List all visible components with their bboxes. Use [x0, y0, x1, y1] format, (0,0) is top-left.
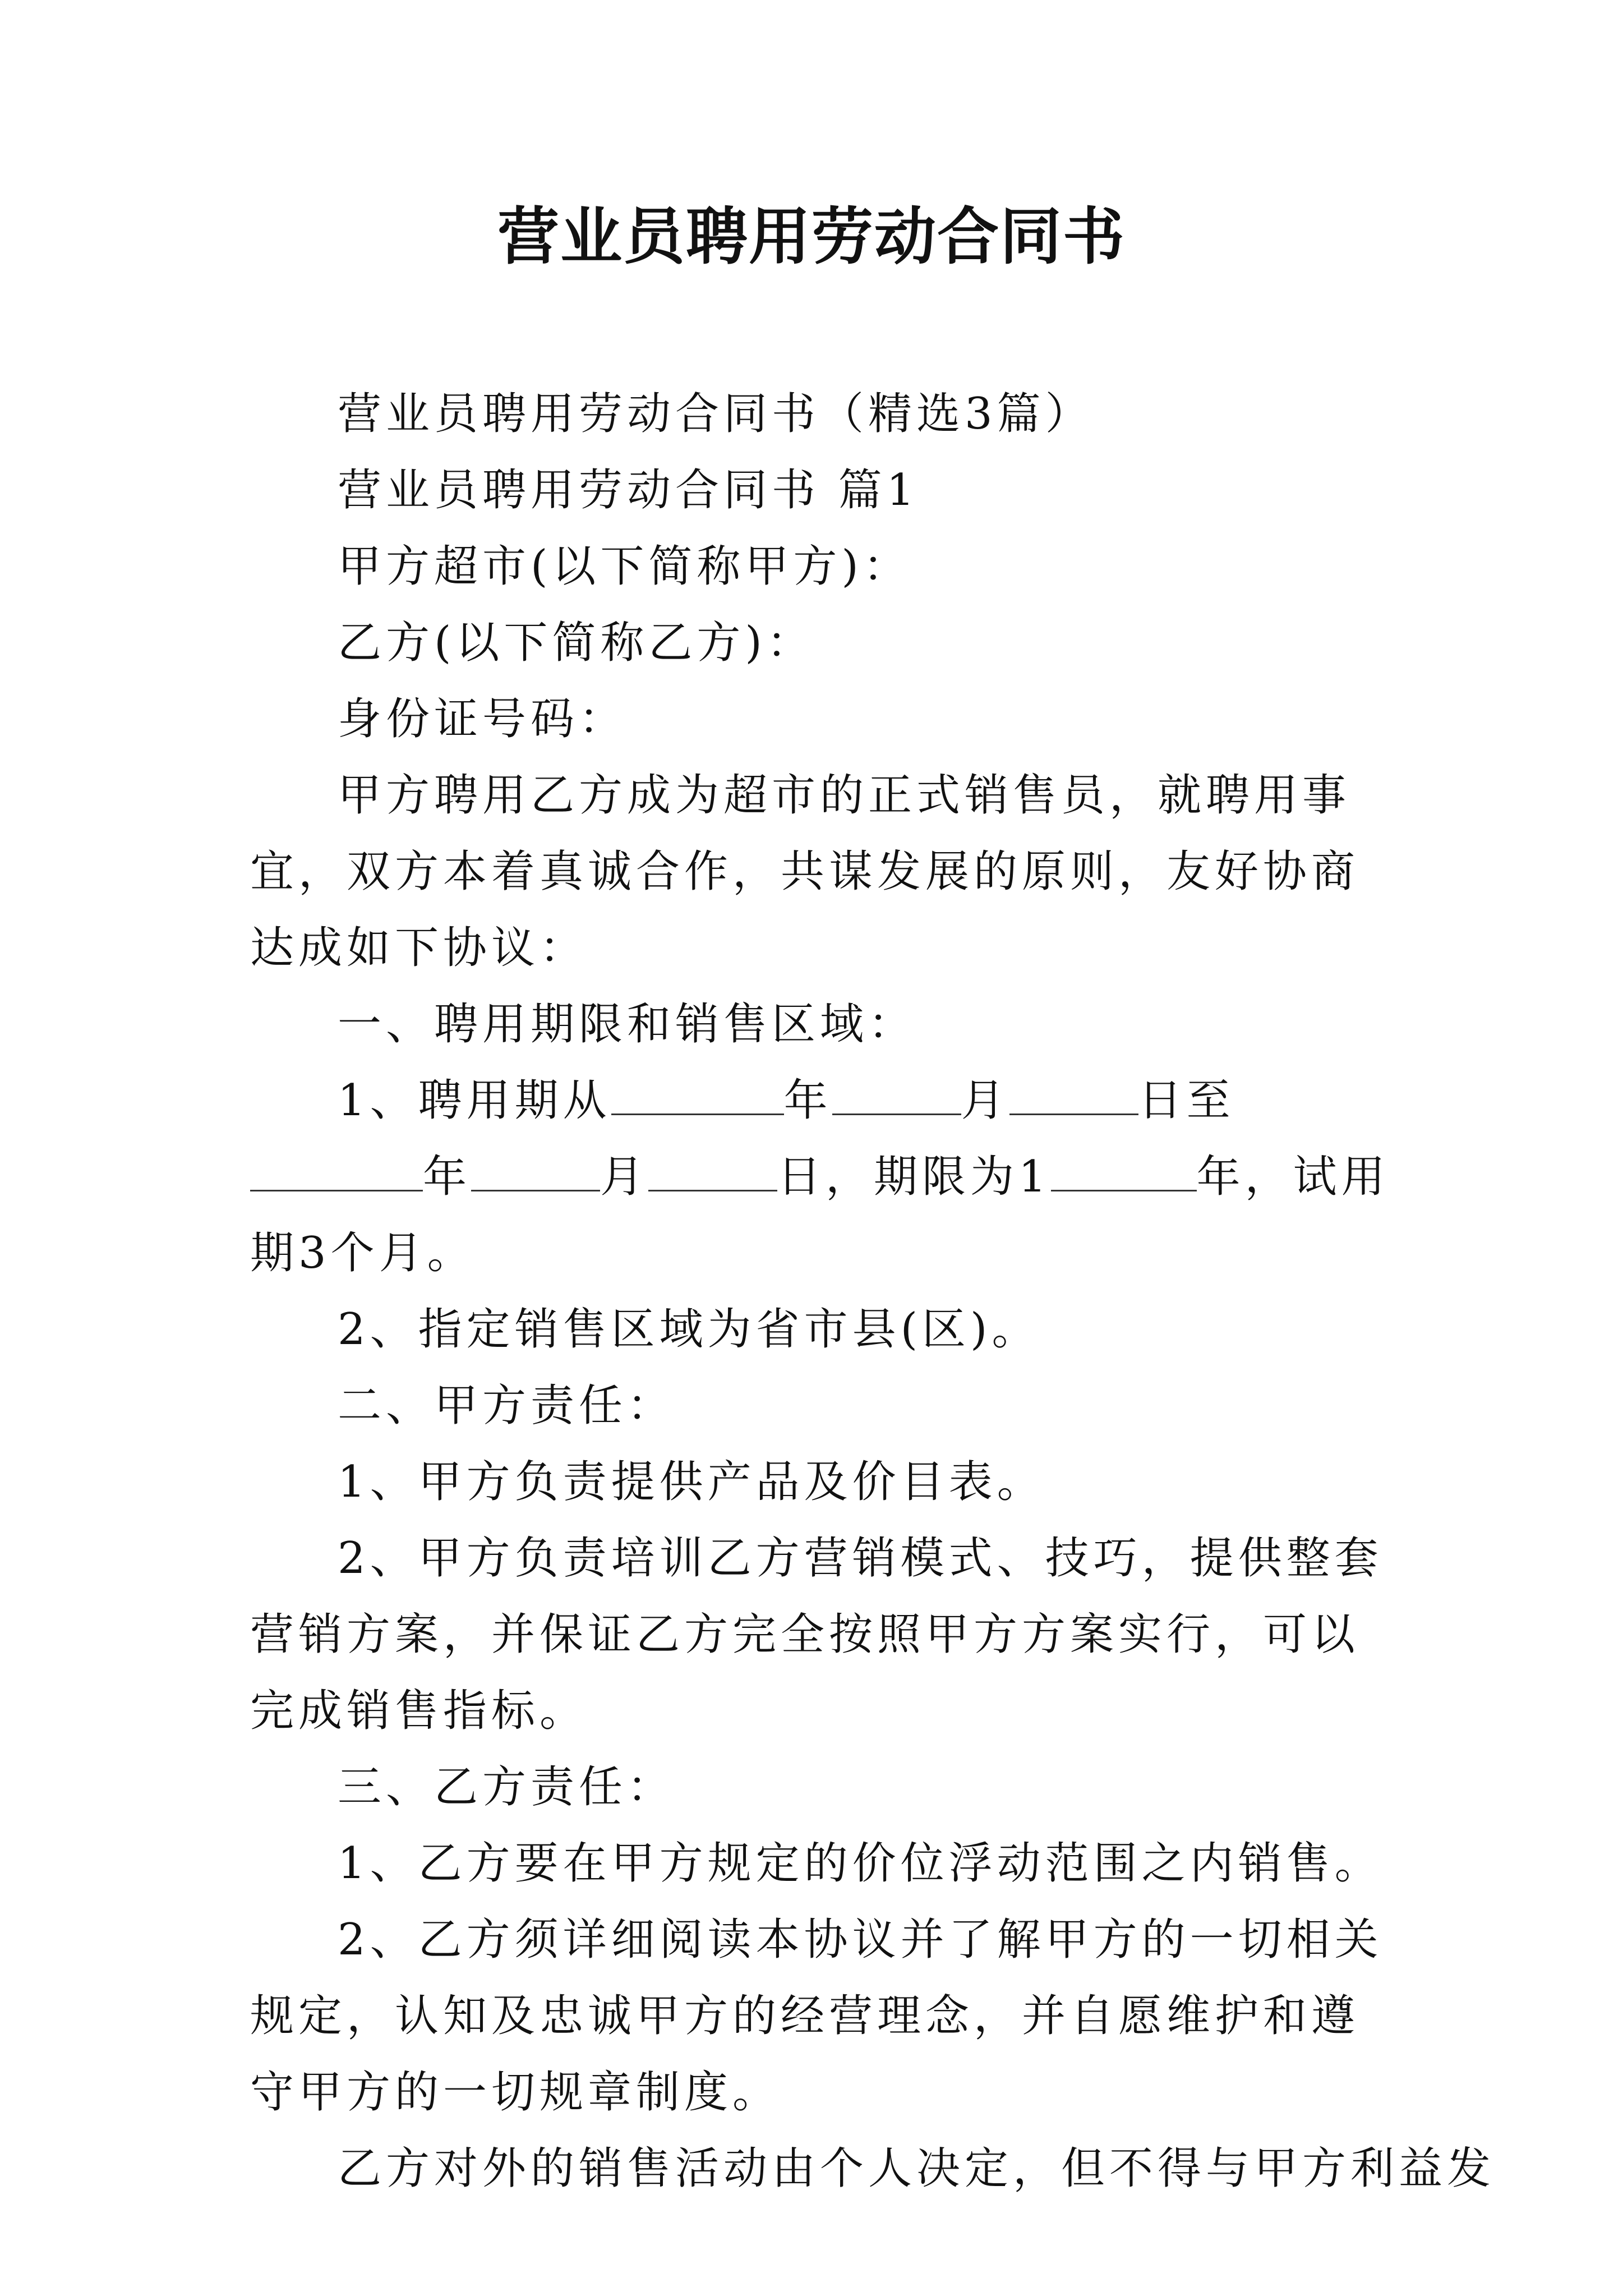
term-text-duration: 日，期限为1 [777, 1152, 1051, 1202]
paragraph-id-number: 身份证号码： [338, 694, 628, 744]
paragraph-collection-heading: 营业员聘用劳动合同书（精选3篇） [338, 389, 1094, 439]
blank-start-day [1009, 1076, 1138, 1115]
blank-end-year [250, 1153, 423, 1191]
paragraph-party-a-duty-1: 1、甲方负责提供产品及价目表。 [338, 1457, 1045, 1507]
blank-start-month [832, 1076, 961, 1115]
paragraph-agreement-intro: 甲方聘用乙方成为超市的正式销售员，就聘用事宜，双方本着真诚合作，共谋发展的原则，友好协商达成如下协议： [250, 770, 1360, 973]
paragraph-party-b-duty-1: 1、乙方要在甲方规定的价位浮动范围之内销售。 [338, 1838, 1383, 1889]
paragraph-employment-term [250, 1062, 1394, 1291]
paragraph-party-a-duty-2: 2、甲方负责培训乙方营销模式、技巧，提供整套营销方案，并保证乙方完全按照甲方方案实行，可以完成销售指标。 [250, 1533, 1383, 1736]
paragraph-sales-area: 2、指定销售区域为省市县(区)。 [338, 1304, 1040, 1355]
blank-end-day [648, 1153, 777, 1191]
term-text-end-month: 月 [600, 1152, 649, 1202]
paragraph-part-heading: 营业员聘用劳动合同书 篇1 [338, 465, 919, 516]
paragraph-party-b: 乙方(以下简称乙方)： [338, 618, 815, 668]
document-body [250, 376, 1496, 2207]
paragraph-party-b-sales-activity: 乙方对外的销售活动由个人决定，但不得与甲方利益发 [338, 2143, 1496, 2194]
term-text-end-year: 年 [423, 1152, 472, 1202]
blank-end-month [471, 1153, 600, 1191]
term-text-start: 1、聘用期从 [338, 1075, 611, 1126]
paragraph-party-a: 甲方超市(以下简称甲方)： [338, 541, 911, 592]
document-title: 营业员聘用劳动合同书 [497, 200, 1126, 273]
term-text-month: 月 [961, 1075, 1009, 1126]
section-heading-party-b-duties: 三、乙方责任： [338, 1762, 676, 1812]
term-text-year: 年 [783, 1075, 832, 1126]
blank-start-year [611, 1076, 784, 1115]
term-text-until: 日至 [1138, 1075, 1235, 1126]
term-text-probation: 年，试用期3个月。 [250, 1152, 1390, 1278]
blank-duration-years [1051, 1153, 1197, 1191]
section-heading-party-a-duties: 二、甲方责任： [338, 1381, 676, 1431]
paragraph-party-b-duty-2: 2、乙方须详细阅读本协议并了解甲方的一切相关规定，认知及忠诚甲方的经营理念，并自愿维护和遵守甲方的一切规章制度。 [250, 1915, 1383, 2118]
section-heading-term-area: 一、聘用期限和销售区域： [338, 999, 917, 1050]
